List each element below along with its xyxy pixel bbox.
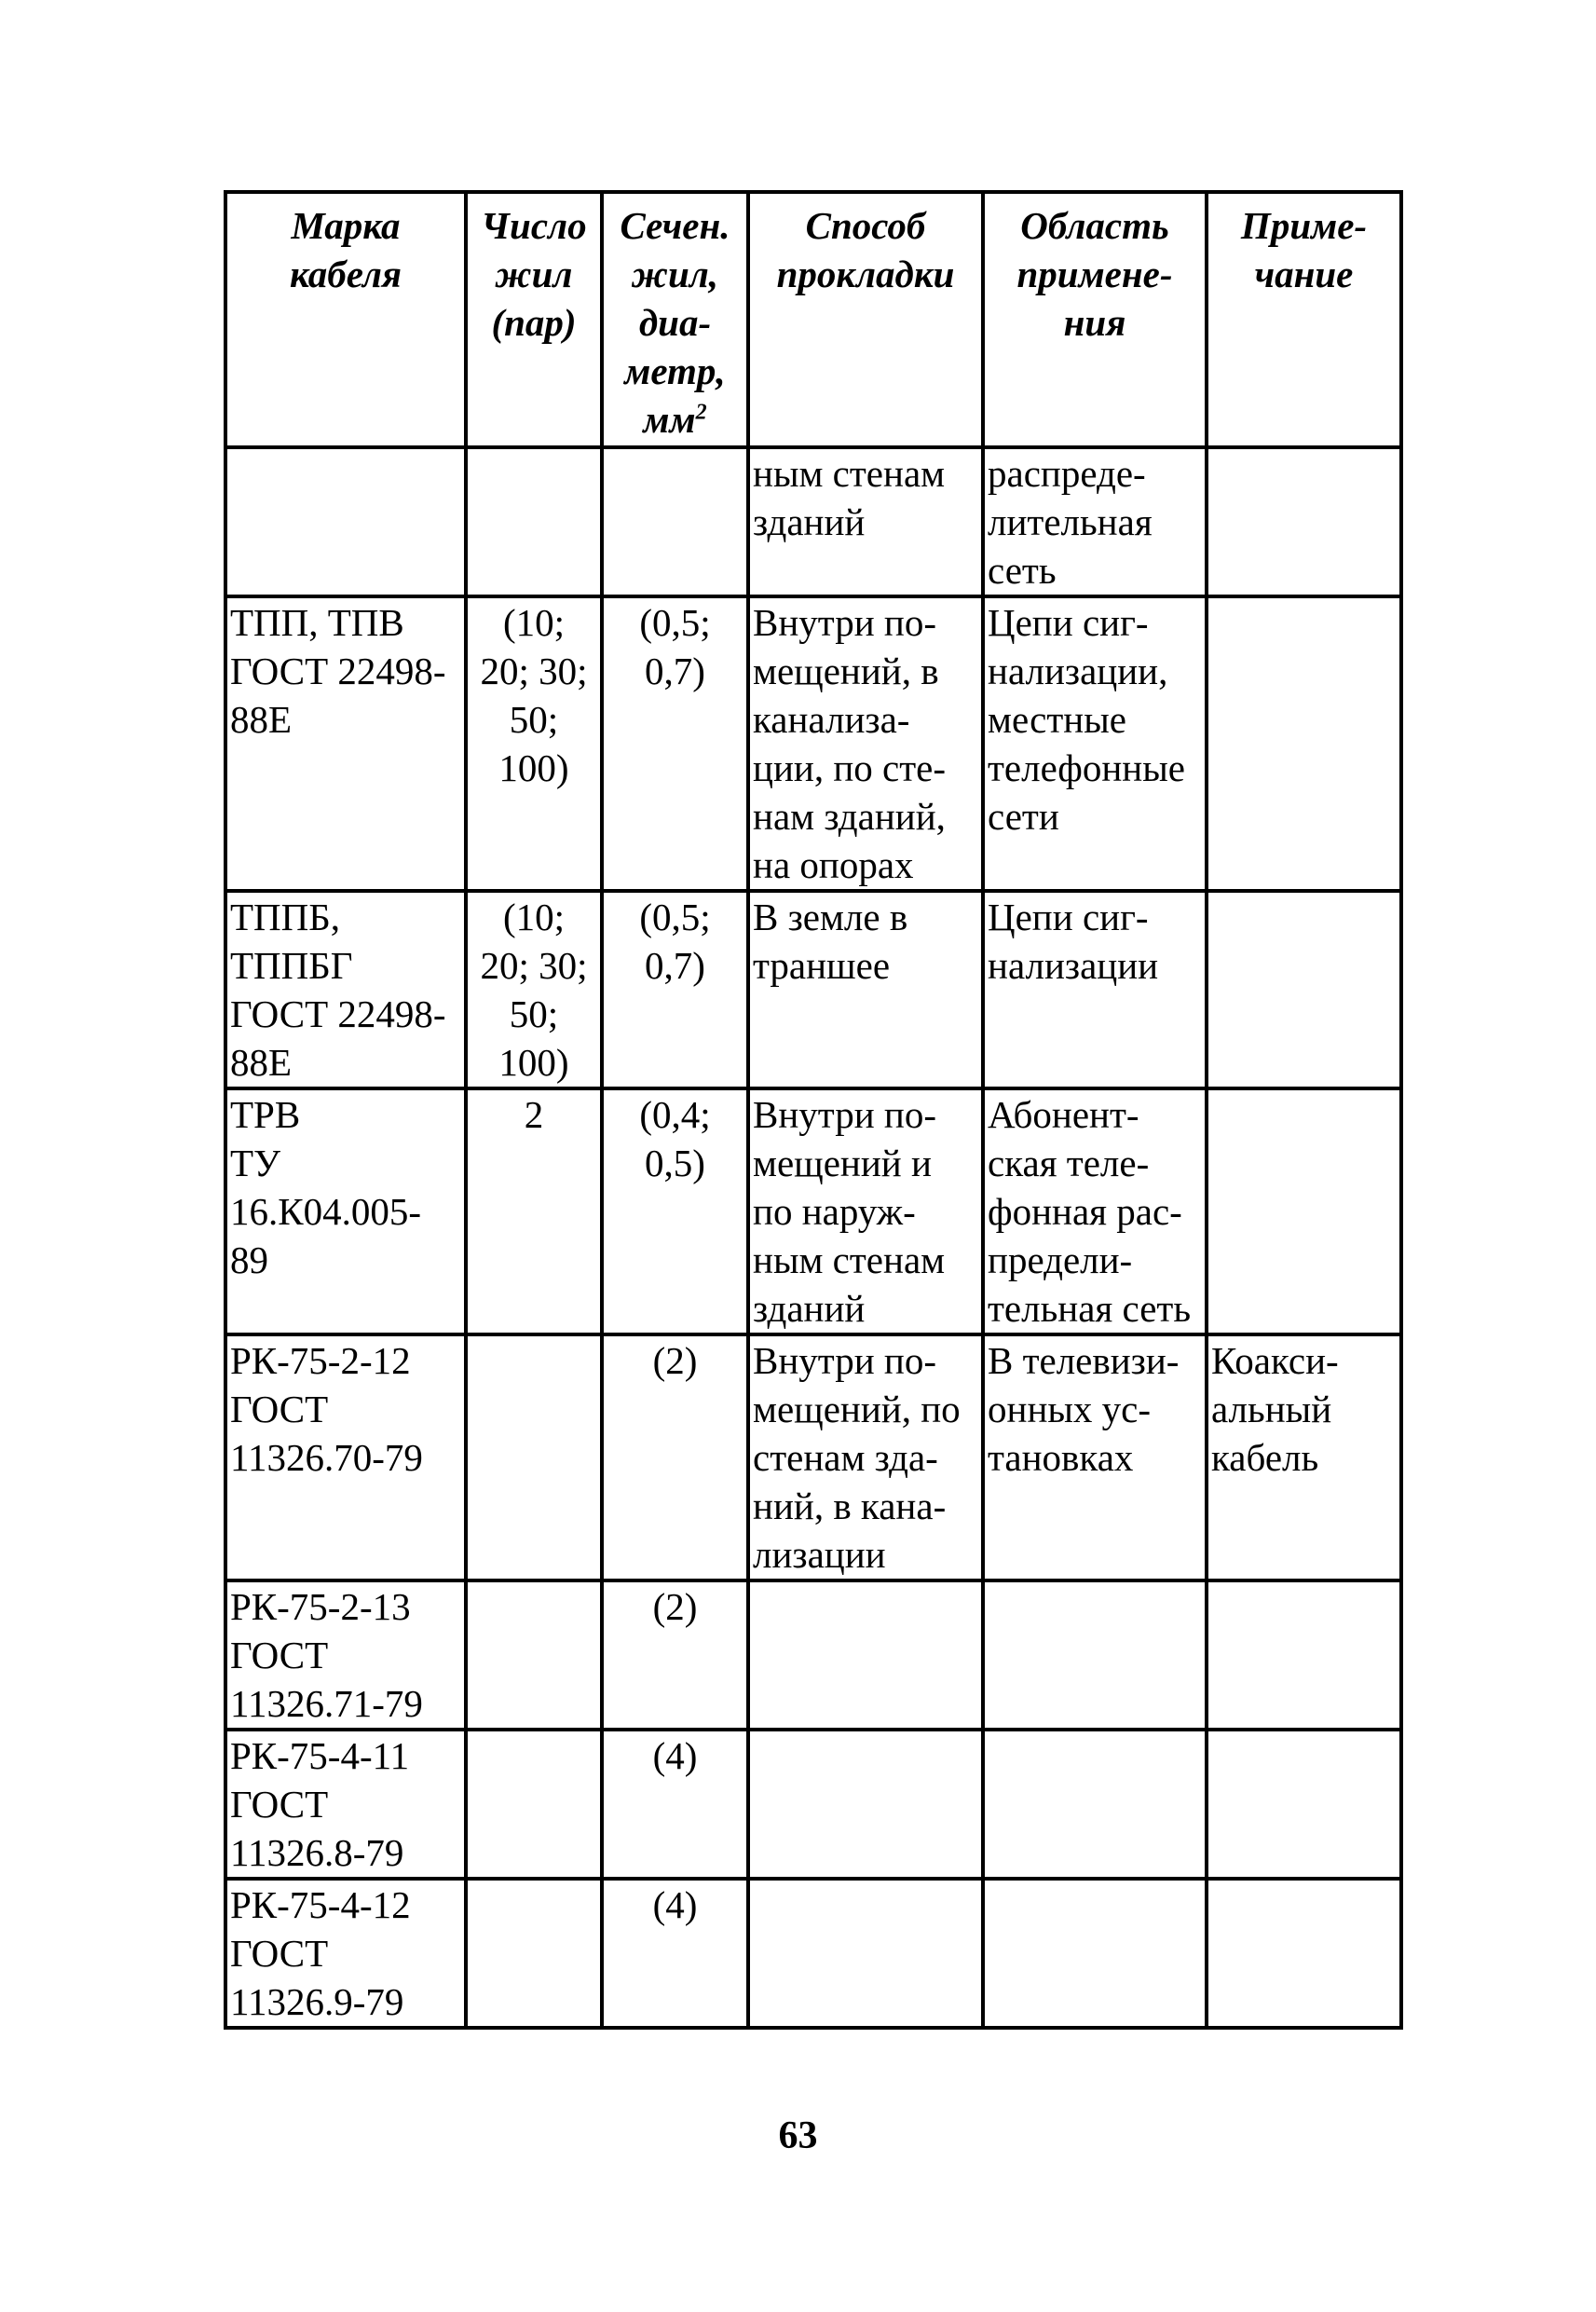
cell-laying-method <box>748 1730 983 1879</box>
cell-cross-section <box>602 1088 748 1334</box>
cell-text: 2 <box>524 1093 544 1136</box>
cell-laying-method <box>748 1879 983 2028</box>
cell-application-area <box>983 596 1207 891</box>
cell-text: Внутри по- мещений и по наруж- ным стенам зданий <box>753 1093 946 1330</box>
cell-application-area <box>983 447 1207 596</box>
cell-text: (2) <box>652 1585 698 1628</box>
cell-note <box>1207 1879 1401 2028</box>
header-core-count <box>466 192 602 447</box>
cell-text: (2) <box>652 1339 698 1382</box>
header-laying-method <box>748 192 983 447</box>
cell-application-area <box>983 1730 1207 1879</box>
table-row <box>225 1879 1401 2028</box>
cell-cable-brand <box>225 1879 466 2028</box>
cell-cable-brand <box>225 891 466 1088</box>
cell-application-area <box>983 1580 1207 1730</box>
cell-cable-brand <box>225 596 466 891</box>
cell-laying-method <box>748 1334 983 1580</box>
cell-cross-section <box>602 1879 748 2028</box>
cell-cross-section <box>602 891 748 1088</box>
cell-laying-method <box>748 1580 983 1730</box>
cell-text: ным стенам зданий <box>753 452 946 543</box>
cell-application-area <box>983 1334 1207 1580</box>
cell-text: РК-75-4-12 ГОСТ 11326.9-79 <box>230 1883 411 2023</box>
cell-cross-section <box>602 1334 748 1580</box>
cell-text: распреде- лительная сеть <box>988 452 1153 592</box>
cell-core-count <box>466 891 602 1088</box>
header-superscript: 2 <box>695 400 707 425</box>
header-cross-section-label: Сечен. жил, диа- метр, мм <box>620 204 730 441</box>
table-row <box>225 1580 1401 1730</box>
header-application-area-text: Область примене- ния <box>1016 204 1173 344</box>
header-cable-brand-text: Марка кабеля <box>289 204 402 295</box>
table-row <box>225 596 1401 891</box>
cell-text: (10; 20; 30; 50; 100) <box>480 896 588 1084</box>
cell-laying-method <box>748 447 983 596</box>
cell-application-area <box>983 1088 1207 1334</box>
cell-text: (10; 20; 30; 50; 100) <box>480 601 588 789</box>
cell-text: Абонент- ская теле- фонная рас- предели- тельная сеть <box>988 1093 1192 1330</box>
header-cross-section <box>602 192 748 447</box>
table-row <box>225 1088 1401 1334</box>
header-application-area <box>983 192 1207 447</box>
header-cross-section-text <box>607 201 743 444</box>
header-cable-brand <box>225 192 466 447</box>
cell-note <box>1207 447 1401 596</box>
cell-text: (0,5; 0,7) <box>639 896 711 987</box>
cell-text: В земле в траншее <box>753 896 908 987</box>
cell-core-count <box>466 447 602 596</box>
cell-cross-section <box>602 1730 748 1879</box>
cell-core-count <box>466 1730 602 1879</box>
cell-note <box>1207 596 1401 891</box>
cell-text: РК-75-2-13 ГОСТ 11326.71-79 <box>230 1585 423 1725</box>
cell-text: РК-75-4-11 ГОСТ 11326.8-79 <box>230 1734 410 1874</box>
cell-note <box>1207 1088 1401 1334</box>
cell-core-count <box>466 1879 602 2028</box>
cell-note <box>1207 1334 1401 1580</box>
cell-laying-method <box>748 1088 983 1334</box>
cell-cable-brand <box>225 1088 466 1334</box>
cell-text: (0,5; 0,7) <box>639 601 711 692</box>
table-row <box>225 1730 1401 1879</box>
page-number: 63 <box>778 2114 818 2157</box>
header-laying-method-text: Способ прокладки <box>776 204 955 295</box>
header-core-count-text: Число жил (пар) <box>481 204 587 344</box>
cell-note <box>1207 1580 1401 1730</box>
cell-text: ТПП, ТПВ ГОСТ 22498- 88Е <box>230 601 446 741</box>
cell-cable-brand <box>225 1580 466 1730</box>
cell-text: (0,4; 0,5) <box>639 1093 711 1184</box>
cell-text: РК-75-2-12 ГОСТ 11326.70-79 <box>230 1339 423 1479</box>
cell-application-area <box>983 1879 1207 2028</box>
table-row <box>225 891 1401 1088</box>
table-row <box>225 1334 1401 1580</box>
cell-application-area <box>983 891 1207 1088</box>
cell-laying-method <box>748 596 983 891</box>
cell-text: (4) <box>652 1883 698 1926</box>
cell-text: ТППБ, ТППБГ ГОСТ 22498- 88Е <box>230 896 446 1084</box>
table-header-row <box>225 192 1401 447</box>
cell-cable-brand <box>225 1334 466 1580</box>
header-note-text: Приме- чание <box>1240 204 1368 295</box>
cell-cross-section <box>602 596 748 891</box>
cell-cross-section <box>602 447 748 596</box>
cell-text: (4) <box>652 1734 698 1777</box>
cell-text: Внутри по- мещений, по стенам зда- ний, в кана- лизации <box>753 1339 961 1576</box>
cell-text: Цепи сиг- нализации, местные телефонные сети <box>988 601 1185 838</box>
table-row <box>225 447 1401 596</box>
cell-core-count <box>466 596 602 891</box>
cell-cross-section <box>602 1580 748 1730</box>
cell-laying-method <box>748 891 983 1088</box>
cable-table <box>224 190 1403 2030</box>
cell-text: Коакси- альный кабель <box>1211 1339 1339 1479</box>
cell-note <box>1207 891 1401 1088</box>
cell-text: Цепи сиг- нализации <box>988 896 1159 987</box>
cell-text: ТРВ ТУ 16.К04.005- 89 <box>230 1093 421 1281</box>
cell-cable-brand <box>225 447 466 596</box>
cell-cable-brand <box>225 1730 466 1879</box>
header-note <box>1207 192 1401 447</box>
cell-text: В телевизи- онных ус- тановках <box>988 1339 1180 1479</box>
cell-text: Внутри по- мещений, в канализа- ции, по сте- нам зданий, на опорах <box>753 601 946 886</box>
cell-note <box>1207 1730 1401 1879</box>
cell-core-count <box>466 1580 602 1730</box>
cell-core-count <box>466 1334 602 1580</box>
cell-core-count <box>466 1088 602 1334</box>
